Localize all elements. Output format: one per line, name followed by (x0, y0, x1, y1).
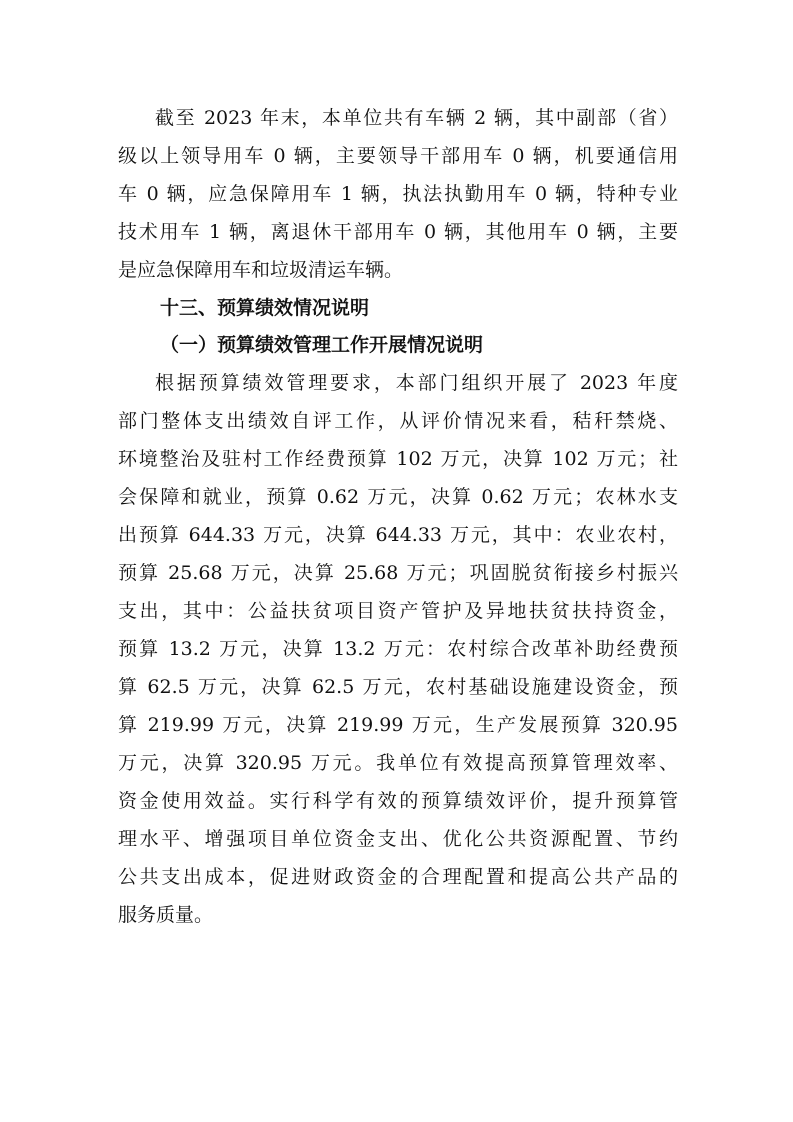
text-line: 截至 2023 年末，本单位共有车辆 2 辆，其中副部（省） (155, 107, 678, 129)
text-line: 预算 13.2 万元，决算 13.2 万元：农村综合改革补助经费预 (118, 638, 678, 660)
text-line: 算 219.99 万元，决算 219.99 万元，生产发展预算 320.95 (118, 714, 678, 736)
text-line: 根据预算绩效管理要求，本部门组织开展了 2023 年度 (155, 372, 678, 394)
paragraph-vehicles (118, 99, 678, 289)
text-line: 支出，其中：公益扶贫项目资产管护及异地扶贫扶持资金， (118, 600, 678, 622)
text-line: 部门整体支出绩效自评工作，从评价情况来看，秸秆禁烧、 (118, 410, 678, 432)
text-line: 会保障和就业，预算 0.62 万元，决算 0.62 万元；农林水支 (118, 486, 678, 508)
text-line: 环境整治及驻村工作经费预算 102 万元，决算 102 万元；社 (118, 448, 678, 470)
text-line: 出预算 644.33 万元，决算 644.33 万元，其中：农业农村， (118, 524, 678, 546)
text-line: 车 0 辆，应急保障用车 1 辆，执法执勤用车 0 辆，特种专业 (118, 183, 678, 205)
text-line: 资金使用效益。实行科学有效的预算绩效评价，提升预算管 (118, 790, 678, 812)
text-line: 理水平、增强项目单位资金支出、优化公共资源配置、节约 (118, 828, 678, 850)
text-line: 技术用车 1 辆，离退休干部用车 0 辆，其他用车 0 辆，主要 (118, 221, 678, 243)
text-line: 万元，决算 320.95 万元。我单位有效提高预算管理效率、 (118, 752, 678, 774)
text-line: 预算 25.68 万元，决算 25.68 万元；巩固脱贫衔接乡村振兴 (118, 562, 678, 584)
subsection-heading: （一）预算绩效管理工作开展情况说明 (160, 334, 484, 356)
text-line: 是应急保障用车和垃圾清运车辆。 (118, 259, 404, 281)
text-line: 算 62.5 万元，决算 62.5 万元，农村基础设施建设资金，预 (118, 676, 678, 698)
section-heading: 十三、预算绩效情况说明 (160, 297, 370, 319)
text-line: 公共支出成本，促进财政资金的合理配置和提高公共产品的 (118, 866, 678, 888)
paragraph-performance (118, 364, 678, 934)
text-line: 级以上领导用车 0 辆，主要领导干部用车 0 辆，机要通信用 (118, 145, 678, 167)
text-line: 服务质量。 (118, 904, 214, 926)
